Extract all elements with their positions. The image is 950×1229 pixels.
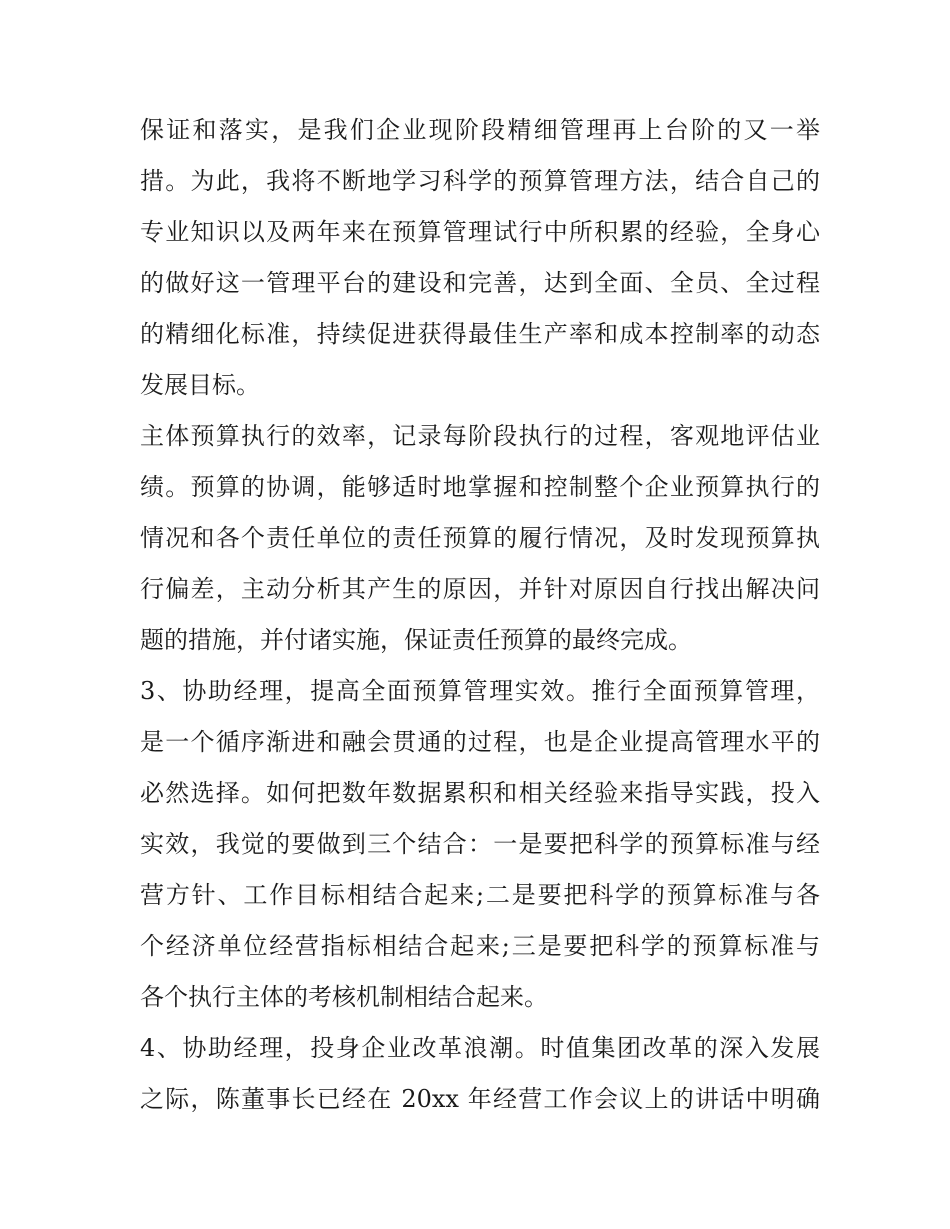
text-line: 3、协助经理，提高全面预算管理实效。推行全面预算管理， [140,677,820,705]
text-line: 绩。预算的协调，能够适时地掌握和控制整个企业预算执行的 [140,473,820,501]
text-line: 题的措施，并付诸实施，保证责任预算的最终完成。 [140,626,692,654]
text-line: 的做好这一管理平台的建设和完善，达到全面、全员、全过程 [140,269,820,297]
text-line: 行偏差，主动分析其产生的原因，并针对原因自行找出解决问 [140,575,820,603]
text-line: 发展目标。 [140,371,260,399]
text-line: 各个执行主体的考核机制相结合起来。 [140,983,548,1011]
text-line: 专业知识以及两年来在预算管理试行中所积累的经验，全身心 [140,218,820,246]
text-line: 情况和各个责任单位的责任预算的履行情况，及时发现预算执 [140,524,820,552]
text-line: 实效，我觉的要做到三个结合：一是要把科学的预算标准与经 [140,830,820,858]
text-line: 保证和落实，是我们企业现阶段精细管理再上台阶的又一举 [140,116,820,144]
text-line: 措。为此，我将不断地学习科学的预算管理方法，结合自己的 [140,167,820,195]
text-line: 个经济单位经营指标相结合起来;三是要把科学的预算标准与 [140,932,820,960]
text-line: 是一个循序渐进和融会贯通的过程，也是企业提高管理水平的 [140,728,820,756]
text-line: 的精细化标准，持续促进获得最佳生产率和成本控制率的动态 [140,320,820,348]
text-line: 4、协助经理，投身企业改革浪潮。时值集团改革的深入发展 [140,1034,820,1062]
text-line: 主体预算执行的效率，记录每阶段执行的过程，客观地评估业 [140,422,820,450]
text-line: 之际，陈董事长已经在 20xx 年经营工作会议上的讲话中明确 [140,1085,820,1113]
text-line: 必然选择。如何把数年数据累积和相关经验来指导实践，投入 [140,779,820,807]
text-line: 营方针、工作目标相结合起来;二是要把科学的预算标准与各 [140,881,820,909]
